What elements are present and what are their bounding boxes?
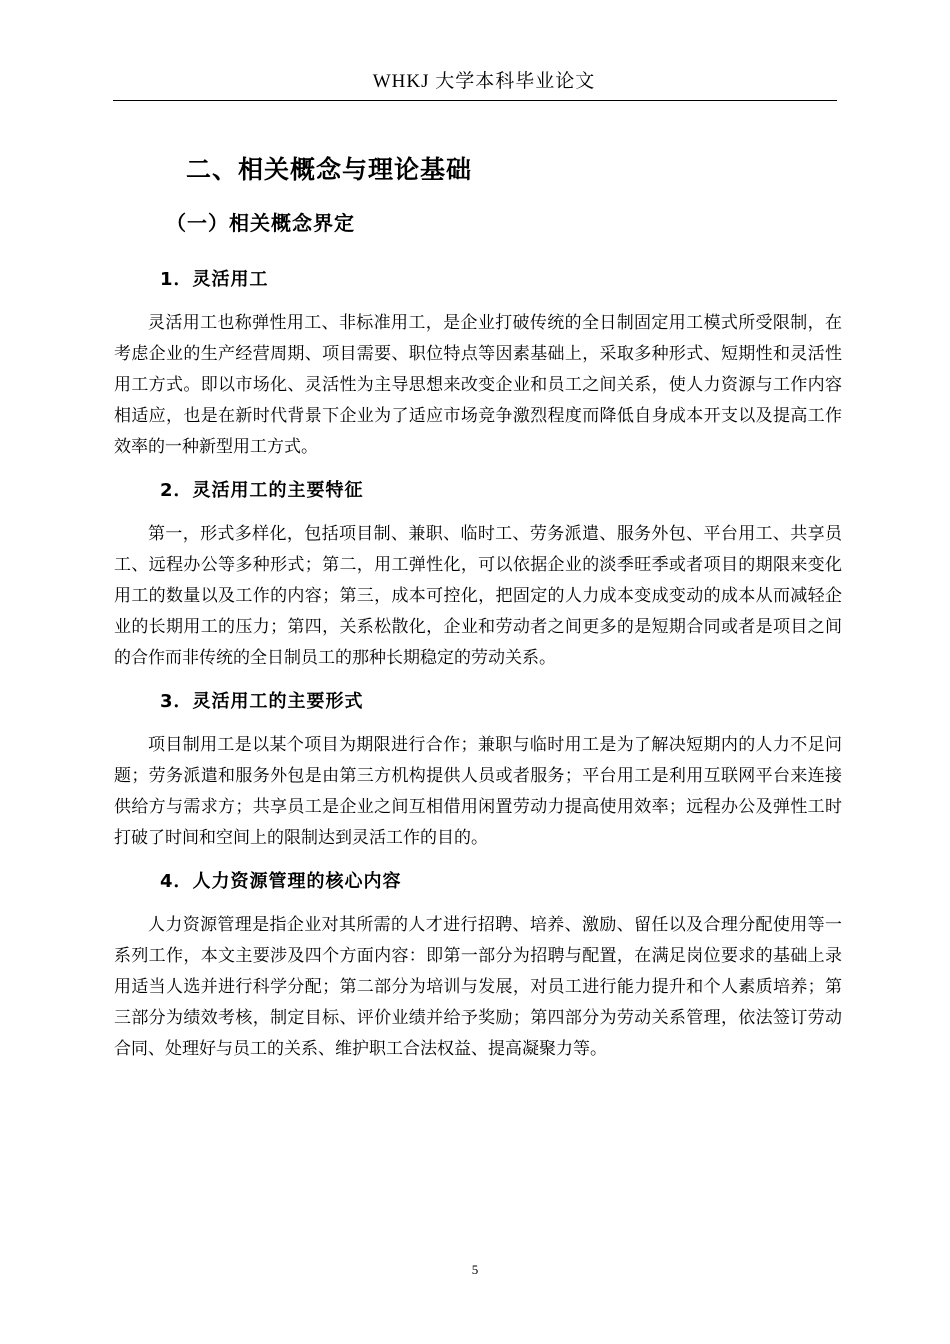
subsection-4 bbox=[114, 854, 842, 1065]
subsection-3 bbox=[114, 674, 842, 854]
paragraph: 人力资源管理是指企业对其所需的人才进行招聘、培养、激励、留任以及合理分配使用等一系列工作，本文主要涉及四个方面内容：即第一部分为招聘与配置，在满足岗位要求的基础上录用适当人选并进行科学分配；第二部分为培训与发展，对员工进行能力提升和个人素质培养；第三部分为绩效考核，制定目标、评价业绩并给予奖励；第四部分为劳动关系管理，依法签订劳动合同、处理好与员工的关系、维护职工合法权益、提高凝聚力等。 bbox=[114, 915, 842, 1059]
page-header bbox=[113, 70, 837, 101]
subsection-title: 2．灵活用工的主要特征 bbox=[160, 480, 364, 501]
subsection-1 bbox=[114, 252, 842, 463]
subsection-2 bbox=[114, 463, 842, 674]
chapter-title: 二、相关概念与理论基础 bbox=[186, 155, 473, 184]
subsection-title: 4．人力资源管理的核心内容 bbox=[160, 871, 402, 892]
document-body bbox=[114, 150, 842, 1065]
section-title: （一）相关概念界定 bbox=[166, 211, 355, 235]
paragraph: 项目制用工是以某个项目为期限进行合作；兼职与临时用工是为了解决短期内的人力不足问题；劳务派遣和服务外包是由第三方机构提供人员或者服务；平台用工是利用互联网平台来连接供给方与需求方；共享员工是企业之间互相借用闲置劳动力提高使用效率；远程办公及弹性工时打破了时间和空间上的限制达到灵活工作的目的。 bbox=[114, 735, 842, 848]
page-number: 5 bbox=[471, 1262, 479, 1277]
paragraph: 第一，形式多样化，包括项目制、兼职、临时工、劳务派遣、服务外包、平台用工、共享员工、远程办公等多种形式；第二，用工弹性化，可以依据企业的淡季旺季或者项目的期限来变化用工的数量以及工作的内容；第三，成本可控化，把固定的人力成本变成变动的成本从而减轻企业的长期用工的压力；第四，关系松散化，企业和劳动者之间更多的是短期合同或者是项目之间的合作而非传统的全日制员工的那种长期稳定的劳动关系。 bbox=[114, 524, 842, 668]
header-text: WHKJ 大学本科毕业论文 bbox=[372, 71, 596, 92]
subsection-title: 3．灵活用工的主要形式 bbox=[160, 691, 364, 712]
paragraph: 灵活用工也称弹性用工、非标准用工，是企业打破传统的全日制固定用工模式所受限制，在考虑企业的生产经营周期、项目需要、职位特点等因素基础上，采取多种形式、短期性和灵活性用工方式。即以市场化、灵活性为主导思想来改变企业和员工之间关系，使人力资源与工作内容相适应，也是在新时代背景下企业为了适应市场竞争激烈程度而降低自身成本开支以及提高工作效率的一种新型用工方式。 bbox=[114, 313, 842, 457]
subsection-title: 1．灵活用工 bbox=[160, 269, 269, 290]
